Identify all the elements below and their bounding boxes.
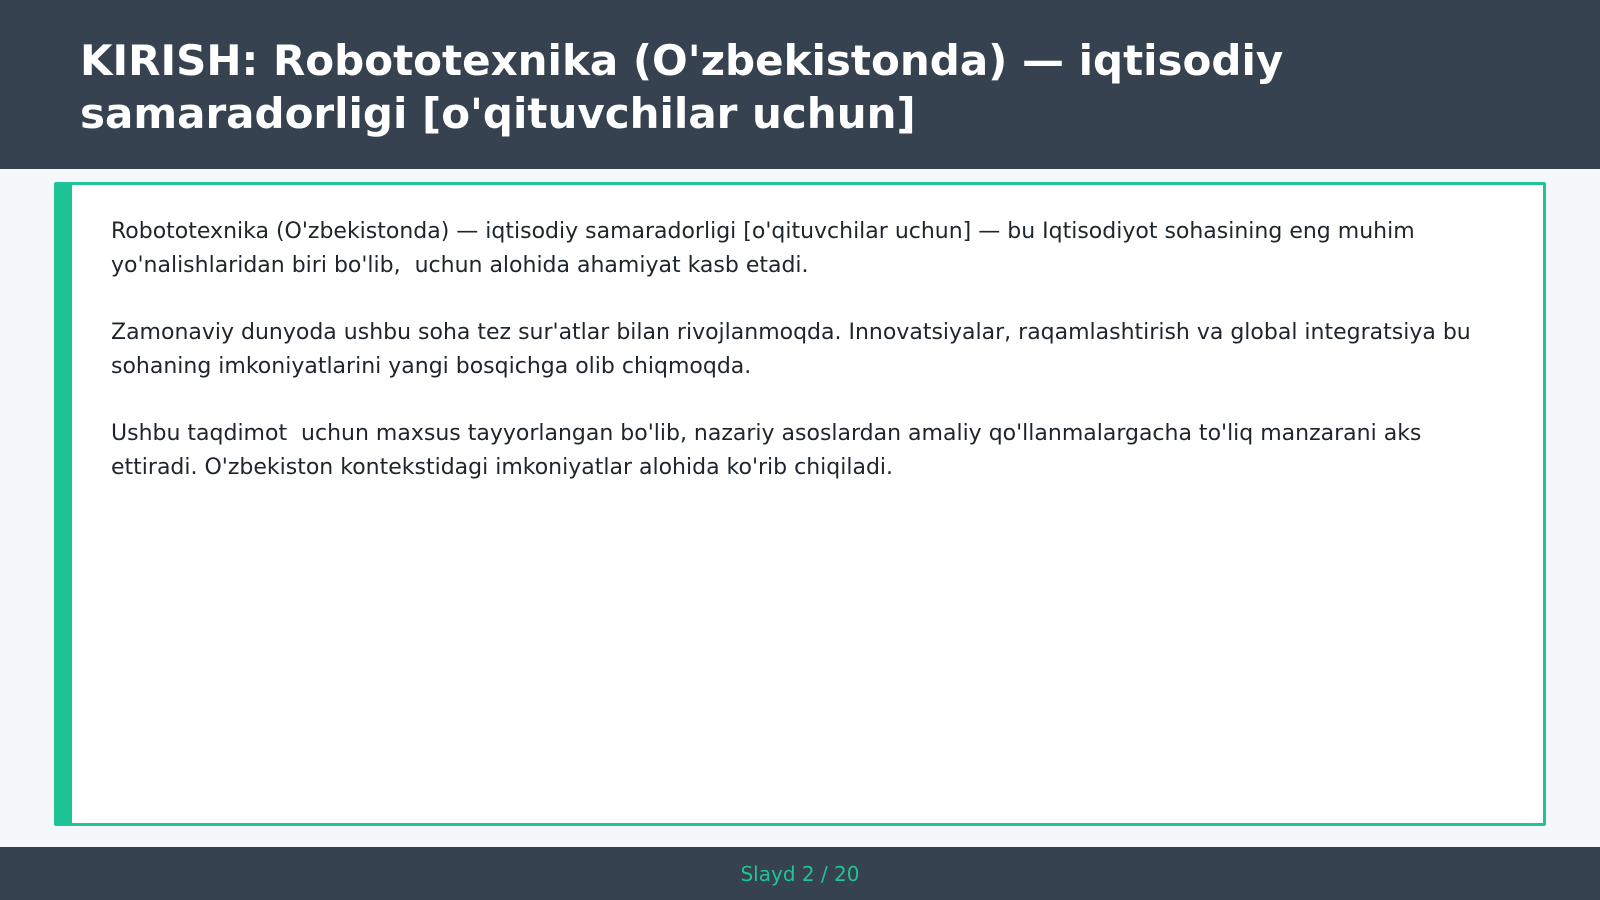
slide-counter: Slayd 2 / 20 (740, 861, 860, 886)
slide-footer (0, 847, 1600, 900)
content-card (54, 182, 1546, 826)
slide-title: KIRISH: Robototexnika (O'zbekistonda) — iqtisodiy samaradorligi [o'qituvchilar uchun] (80, 36, 1284, 138)
intro-paragraph: Robototexnika (O'zbekistonda) — iqtisodiy samaradorligi [o'qituvchilar uchun] — bu Iqtisodiyot sohasining eng muhim yo'nalishlaridan biri bo'lib, uchun alohida ahamiyat kasb etadi. (111, 219, 1422, 278)
slide-header (0, 0, 1600, 169)
modern-world-paragraph: Zamonaviy dunyoda ushbu soha tez sur'atlar bilan rivojlanmoqda. Innovatsiyalar, raqamlashtirish va global integratsiya bu sohaning imkoniyatlarini yangi bosqichga olib chiqmoqda. (111, 320, 1478, 379)
presentation-purpose-paragraph: Ushbu taqdimot uchun maxsus tayyorlangan bo'lib, nazariy asoslardan amaliy qo'llanmalargacha to'liq manzarani aks ettiradi. O'zbekiston kontekstidagi imkoniyatlar alohida ko'rib chiqiladi. (111, 421, 1429, 480)
